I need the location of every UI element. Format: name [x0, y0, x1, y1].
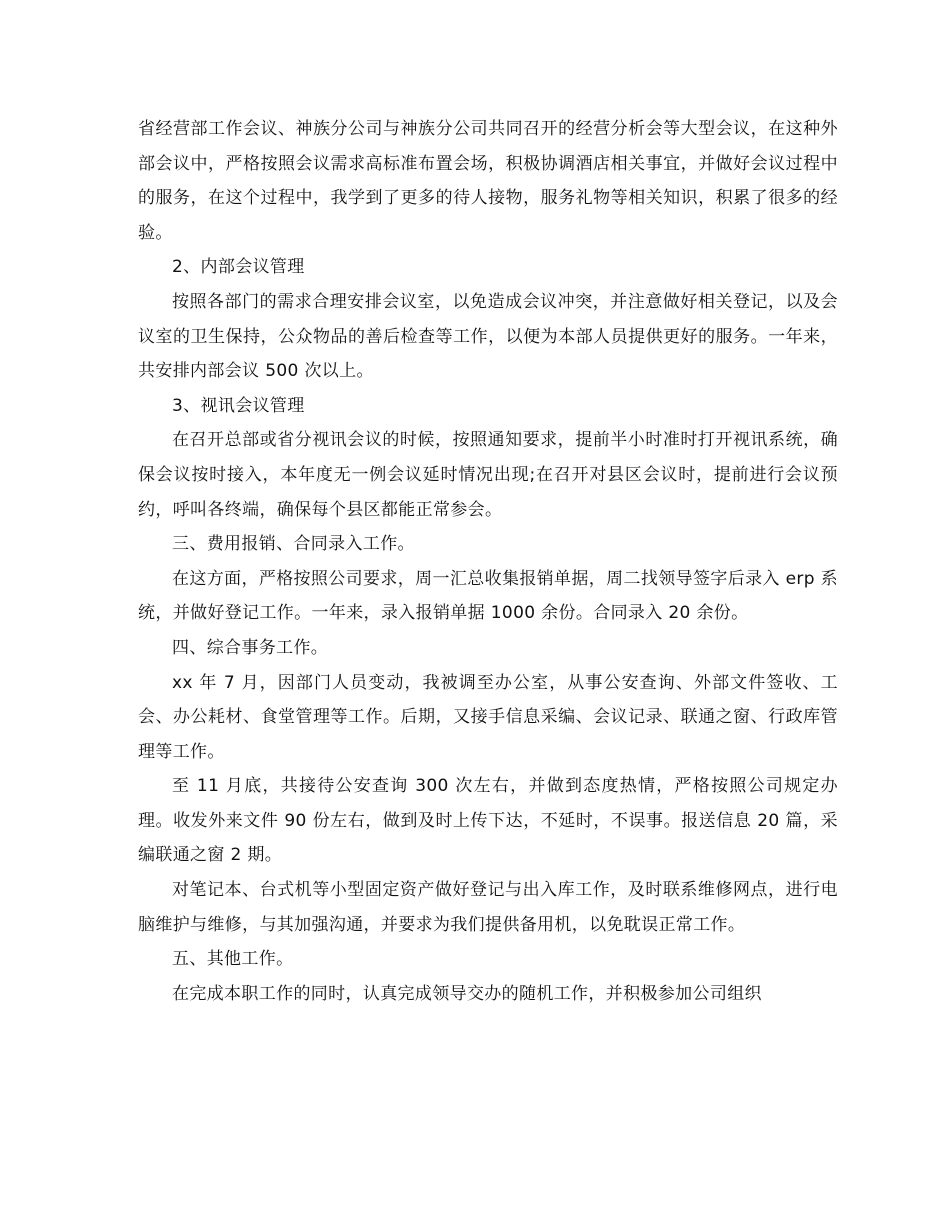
- paragraph-internal-meeting-management: 按照各部门的需求合理安排会议室，以免造成会议冲突，并注意做好相关登记，以及会议室的卫生保持，公众物品的善后检查等工作，以便为本部人员提供更好的服务。一年来，共安排内部会议 500 次以上。: [138, 291, 838, 382]
- heading-expense-contract-entry: 三、费用报销、合同录入工作。: [172, 534, 415, 555]
- paragraph-fixed-assets-maintenance: 对笔记本、台式机等小型固定资产做好登记与出入库工作，及时联系维修网点，进行电脑维护与维修，与其加强沟通，并要求为我们提供备用机，以免耽误正常工作。: [138, 880, 838, 935]
- paragraph-meeting-services: 省经营部工作会议、神族分公司与神族分公司共同召开的经营分析会等大型会议，在这种外部会议中，严格按照会议需求高标准布置会场，积极协调酒店相关事宜，并做好会议过程中的服务，在这个过程中，我学到了更多的待人接物，服务礼物等相关知识，积累了很多的经验。: [138, 119, 838, 243]
- heading-other-work: 五、其他工作。: [172, 949, 294, 970]
- heading-video-conference-management: 3、视讯会议管理: [172, 395, 305, 416]
- document-body: [138, 112, 838, 1011]
- paragraph-expense-contract-entry: 在这方面，严格按照公司要求，周一汇总收集报销单据，周二找领导签字后录入 erp 系统，并做好登记工作。一年来，录入报销单据 1000 余份。合同录入 20 余份。: [138, 568, 838, 624]
- paragraph-general-affairs-role: xx 年 7 月，因部门人员变动，我被调至办公室，从事公安查询、外部文件签收、工会、办公耗材、食堂管理等工作。后期，又接手信息采编、会议记录、联通之窗、行政库管理等工作。: [138, 672, 838, 762]
- heading-internal-meeting-management: 2、内部会议管理: [172, 257, 305, 278]
- paragraph-other-work: 在完成本职工作的同时，认真完成领导交办的随机工作，并积极参加公司组织: [172, 983, 762, 1004]
- paragraph-general-affairs-results: 至 11 月底，共接待公安查询 300 次左右，并做到态度热情，严格按照公司规定办理。收发外来文件 90 份左右，做到及时上传下达，不延时，不误事。报送信息 20 篇，采编联通之窗 2 期。: [138, 776, 838, 866]
- paragraph-video-conference-management: 在召开总部或省分视讯会议的时候，按照通知要求，提前半小时准时打开视讯系统，确保会议按时接入，本年度无一例会议延时情况出现;在召开对县区会议时，提前进行会议预约，呼叫各终端，确保每个县区都能正常参会。: [138, 430, 838, 520]
- heading-general-affairs: 四、综合事务工作。: [172, 637, 329, 658]
